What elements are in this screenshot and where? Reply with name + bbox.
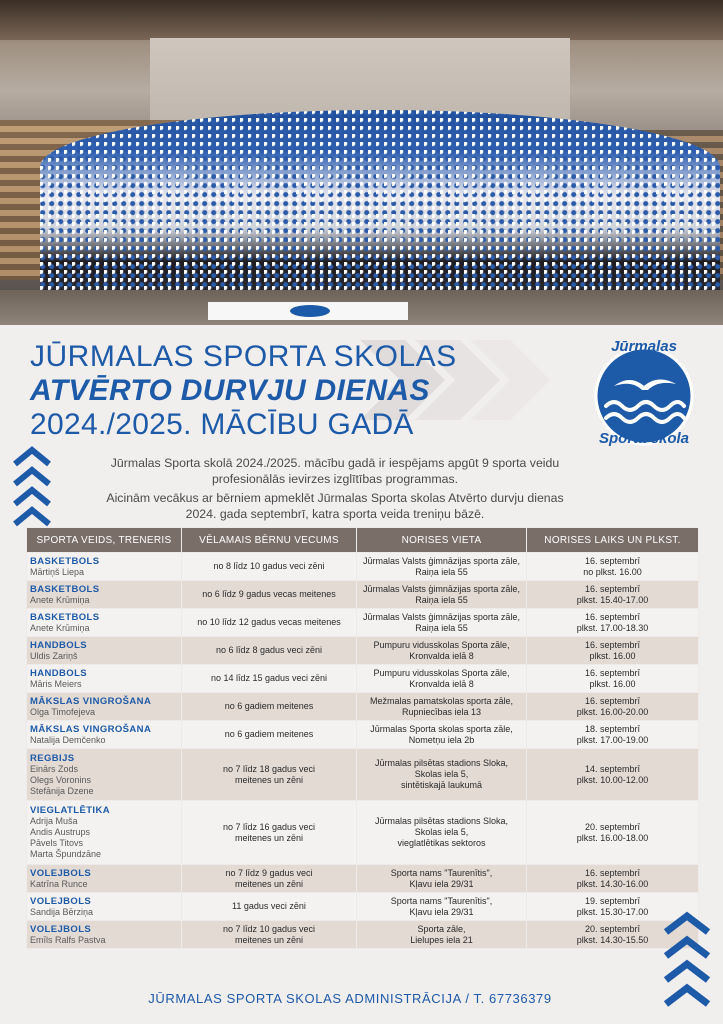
cell-place-line: Lielupes iela 21 [410, 934, 473, 945]
coach-name: Olegs Voronins [30, 774, 92, 785]
cell-place [357, 921, 527, 949]
photo-mat-logo [290, 305, 330, 317]
cell-place-line: Jūrmalas Sporta skolas sporta zāle, [370, 723, 513, 734]
sport-name: BASKETBOLS [30, 611, 100, 623]
table-row [27, 637, 699, 665]
cell-time-line: plkst. 15.30-17.00 [576, 906, 649, 917]
coach-name: Mārtiņš Liepa [30, 566, 85, 577]
table-row [27, 609, 699, 637]
cell-place-line: Jūrmalas Valsts ģimnāzijas sporta zāle, [363, 611, 520, 622]
sport-name: HANDBOLS [30, 639, 88, 651]
cell-age-line: no 7 līdz 9 gadus veci [225, 867, 313, 878]
coach-name: Anete Krūmiņa [30, 622, 90, 633]
sport-name: VOLEJBOLS [30, 895, 92, 907]
cell-place-line: Kronvalda ielā 8 [409, 650, 474, 661]
cell-time-line: 16. septembrī [584, 555, 641, 566]
cell-place [357, 693, 527, 721]
intro-paragraph-2: Aicinām vecākus ar bērniem apmeklēt Jūrmalas Sporta skolas Atvērto durvju dienas 2024. gada septembrī, katra sporta veida treniņu bāzē. [106, 491, 564, 521]
cell-time-line: 18. septembrī [584, 723, 641, 734]
cell-age [182, 553, 357, 581]
cell-time [527, 721, 699, 749]
cell-time [527, 609, 699, 637]
cell-place-line: Jūrmalas Valsts ģimnāzijas sporta zāle, [363, 555, 520, 566]
cell-place-line: Kronvalda ielā 8 [409, 678, 474, 689]
cell-place [357, 749, 527, 801]
cell-sport-coach [27, 893, 182, 921]
title-line-2: ATVĒRTO DURVJU DIENAS [30, 374, 430, 407]
cell-time-line: plkst. 17.00-18.30 [576, 622, 649, 633]
cell-time [527, 749, 699, 801]
cell-sport-coach [27, 665, 182, 693]
sport-name: BASKETBOLS [30, 555, 100, 567]
sport-name: MĀKSLAS VINGROŠANA [30, 723, 152, 735]
table-row [27, 553, 699, 581]
cell-place-line: Jūrmalas Valsts ģimnāzijas sporta zāle, [363, 583, 520, 594]
cell-age-line: no 14 līdz 15 gadus veci zēni [210, 673, 328, 683]
header-place: NORISES VIETA [357, 528, 527, 553]
coach-name: Andis Austrups [30, 827, 91, 837]
cell-place-line: Rupniecības iela 13 [401, 706, 482, 717]
cell-place-line: Skolas iela 5, [414, 827, 469, 837]
table-row [27, 801, 699, 865]
cell-age-line: no 8 līdz 10 gadus veci zēni [213, 561, 325, 571]
table-row [27, 665, 699, 693]
cell-age [182, 921, 357, 949]
cell-age [182, 665, 357, 693]
cell-place [357, 637, 527, 665]
table-row [27, 865, 699, 893]
coach-name: Anete Krūmiņa [30, 594, 90, 605]
cell-place [357, 865, 527, 893]
table-row [27, 721, 699, 749]
cell-age-line: no 6 gadiem meitenes [224, 701, 314, 711]
cell-place-line: Raiņa iela 55 [415, 566, 468, 577]
cell-time-line: 20. septembrī [584, 923, 641, 934]
cell-time-line: plkst. 14.30-16.00 [576, 878, 649, 889]
cell-time-line: plkst. 16.00-18.00 [576, 832, 649, 843]
cell-place-line: Kļavu iela 29/31 [409, 878, 474, 889]
cell-age-line: meitenes un zēni [234, 934, 304, 945]
coach-name: Marta Špundzāne [30, 849, 102, 859]
logo-text-top: Jūrmalas [611, 338, 677, 355]
coach-name: Emīls Ralfs Pastva [30, 934, 106, 945]
cell-time-line: plkst. 16.00-20.00 [576, 706, 649, 717]
cell-age-line: meitenes un zēni [234, 774, 304, 785]
intro-paragraph-1: Jūrmalas Sporta skolā 2024./2025. mācību gadā ir iespējams apgūt 9 sporta veidu profesionālās ievirzes izglītības programmas. [110, 456, 560, 486]
cell-age-line: no 6 līdz 8 gadus veci zēni [215, 645, 323, 655]
table-row [27, 921, 699, 949]
sport-name: VIEGLATLĒTIKA [30, 805, 110, 816]
cell-age [182, 865, 357, 893]
cell-age [182, 749, 357, 801]
cell-sport-coach [27, 553, 182, 581]
left-chevrons-icon [12, 446, 52, 532]
sport-name: VOLEJBOLS [30, 867, 92, 879]
cell-sport-coach [27, 609, 182, 637]
cell-age-line: no 10 līdz 12 gadus vecas meitenes [197, 617, 341, 627]
cell-sport-coach [27, 801, 182, 865]
cell-place [357, 553, 527, 581]
cell-age [182, 721, 357, 749]
cell-time-line: 16. septembrī [584, 583, 641, 594]
cell-time-line: 19. septembrī [584, 895, 641, 906]
cell-sport-coach [27, 865, 182, 893]
title-line-3: 2024./2025. MĀCĪBU GADĀ [30, 408, 414, 441]
coach-name: Adrija Muša [30, 816, 78, 826]
cell-age-line: no 7 līdz 10 gadus veci [222, 923, 316, 934]
table-row [27, 581, 699, 609]
sport-name: BASKETBOLS [30, 583, 100, 595]
coach-name: Uldis Zariņš [30, 650, 78, 661]
cell-time [527, 865, 699, 893]
cell-time-line: 14. septembrī [584, 763, 641, 774]
cell-place [357, 893, 527, 921]
cell-place [357, 581, 527, 609]
cell-sport-coach [27, 921, 182, 949]
cell-age-line: no 6 gadiem meitenes [224, 729, 314, 739]
cell-age [182, 581, 357, 609]
table-header-row [27, 528, 699, 553]
cell-age [182, 609, 357, 637]
cell-time-line: no plkst. 16.00 [583, 566, 642, 577]
schedule-table [26, 527, 699, 949]
coach-name: Māris Meiers [30, 678, 82, 689]
header-sport-coach: SPORTA VEIDS, TRENERIS [27, 528, 182, 553]
cell-sport-coach [27, 721, 182, 749]
cell-age [182, 893, 357, 921]
title-line-1: JŪRMALAS SPORTA SKOLAS [30, 340, 457, 373]
coach-name: Katrīna Runce [30, 878, 88, 889]
cell-age-line: 11 gadus veci zēni [232, 901, 306, 911]
footer-contact: JŪRMALAS SPORTA SKOLAS ADMINISTRĀCIJA / T. 67736379 [148, 991, 552, 1006]
sport-name: MĀKSLAS VINGROŠANA [30, 695, 152, 707]
sport-name: VOLEJBOLS [30, 923, 92, 935]
cell-time [527, 637, 699, 665]
cell-time-line: plkst. 14.30-15.50 [576, 934, 649, 945]
cell-age-line: meitenes un zēni [234, 878, 304, 889]
cell-time-line: 16. septembrī [584, 867, 641, 878]
cell-place-line: Mežmalas pamatskolas sporta zāle, [369, 695, 514, 706]
coach-name: Einārs Zods [30, 763, 79, 774]
cell-place-line: Pumpuru vidusskolas Sporta zāle, [373, 667, 510, 678]
table-row [27, 749, 699, 801]
cell-place-line: Kļavu iela 29/31 [409, 906, 474, 917]
cell-place [357, 801, 527, 865]
team-group-photo [0, 0, 723, 325]
cell-place-line: vieglatlētikas sektoros [397, 838, 486, 848]
cell-time [527, 801, 699, 865]
coach-name: Sandija Bērziņa [30, 906, 94, 917]
cell-sport-coach [27, 693, 182, 721]
photo-crowd [40, 110, 720, 300]
cell-age-line: meitenes un zēni [234, 832, 304, 843]
cell-place-line: sintētiskajā laukumā [400, 780, 483, 790]
cell-time-line: plkst. 10.00-12.00 [576, 774, 649, 785]
cell-time [527, 665, 699, 693]
cell-time-line: plkst. 15.40-17.00 [576, 594, 649, 605]
sport-name: REGBIJS [30, 752, 75, 764]
cell-age [182, 801, 357, 865]
cell-place-line: Jūrmalas pilsētas stadions Sloka, [374, 758, 509, 768]
logo-text-bottom: Sporta skola [598, 430, 690, 447]
cell-place-line: Skolas iela 5, [414, 769, 469, 779]
cell-sport-coach [27, 749, 182, 801]
cell-place [357, 609, 527, 637]
cell-place-line: Sporta nams "Taurenītis", [390, 867, 493, 878]
cell-time [527, 553, 699, 581]
cell-time-line: 16. septembrī [584, 695, 641, 706]
header-time: NORISES LAIKS UN PLKST. [527, 528, 699, 553]
cell-age [182, 637, 357, 665]
cell-time-line: 20. septembrī [584, 821, 641, 832]
cell-place-line: Raiņa iela 55 [415, 622, 468, 633]
header-age: VĒLAMAIS BĒRNU VECUMS [182, 528, 357, 553]
cell-place-line: Jūrmalas pilsētas stadions Sloka, [374, 816, 509, 826]
cell-age-line: no 7 līdz 18 gadus veci [222, 763, 316, 774]
cell-time-line: plkst. 16.00 [589, 650, 636, 661]
cell-place-line: Nometņu iela 2b [408, 734, 475, 745]
photo-ceiling [0, 0, 723, 40]
cell-sport-coach [27, 637, 182, 665]
sport-name: HANDBOLS [30, 667, 88, 679]
cell-age [182, 693, 357, 721]
cell-place [357, 665, 527, 693]
cell-time [527, 581, 699, 609]
cell-place [357, 721, 527, 749]
cell-time-line: 16. septembrī [584, 639, 641, 650]
cell-age-line: no 7 līdz 16 gadus veci [222, 821, 316, 832]
coach-name: Stefānija Dzene [30, 785, 94, 796]
cell-place-line: Pumpuru vidusskolas Sporta zāle, [373, 639, 510, 650]
cell-time-line: plkst. 16.00 [589, 678, 636, 689]
cell-place-line: Sporta nams "Taurenītis", [390, 895, 493, 906]
cell-place-line: Raiņa iela 55 [415, 594, 468, 605]
cell-age-line: no 6 līdz 9 gadus vecas meitenes [202, 589, 336, 599]
coach-name: Olga Timofejeva [30, 706, 96, 717]
table-row [27, 893, 699, 921]
cell-sport-coach [27, 581, 182, 609]
cell-time [527, 693, 699, 721]
table-row [27, 693, 699, 721]
coach-name: Pāvels Titovs [30, 838, 84, 848]
cell-place-line: Sporta zāle, [417, 923, 466, 934]
cell-time-line: plkst. 17.00-19.00 [576, 734, 649, 745]
cell-time-line: 16. septembrī [584, 667, 641, 678]
cell-time-line: 16. septembrī [584, 611, 641, 622]
coach-name: Natalija Demčenko [30, 734, 106, 745]
